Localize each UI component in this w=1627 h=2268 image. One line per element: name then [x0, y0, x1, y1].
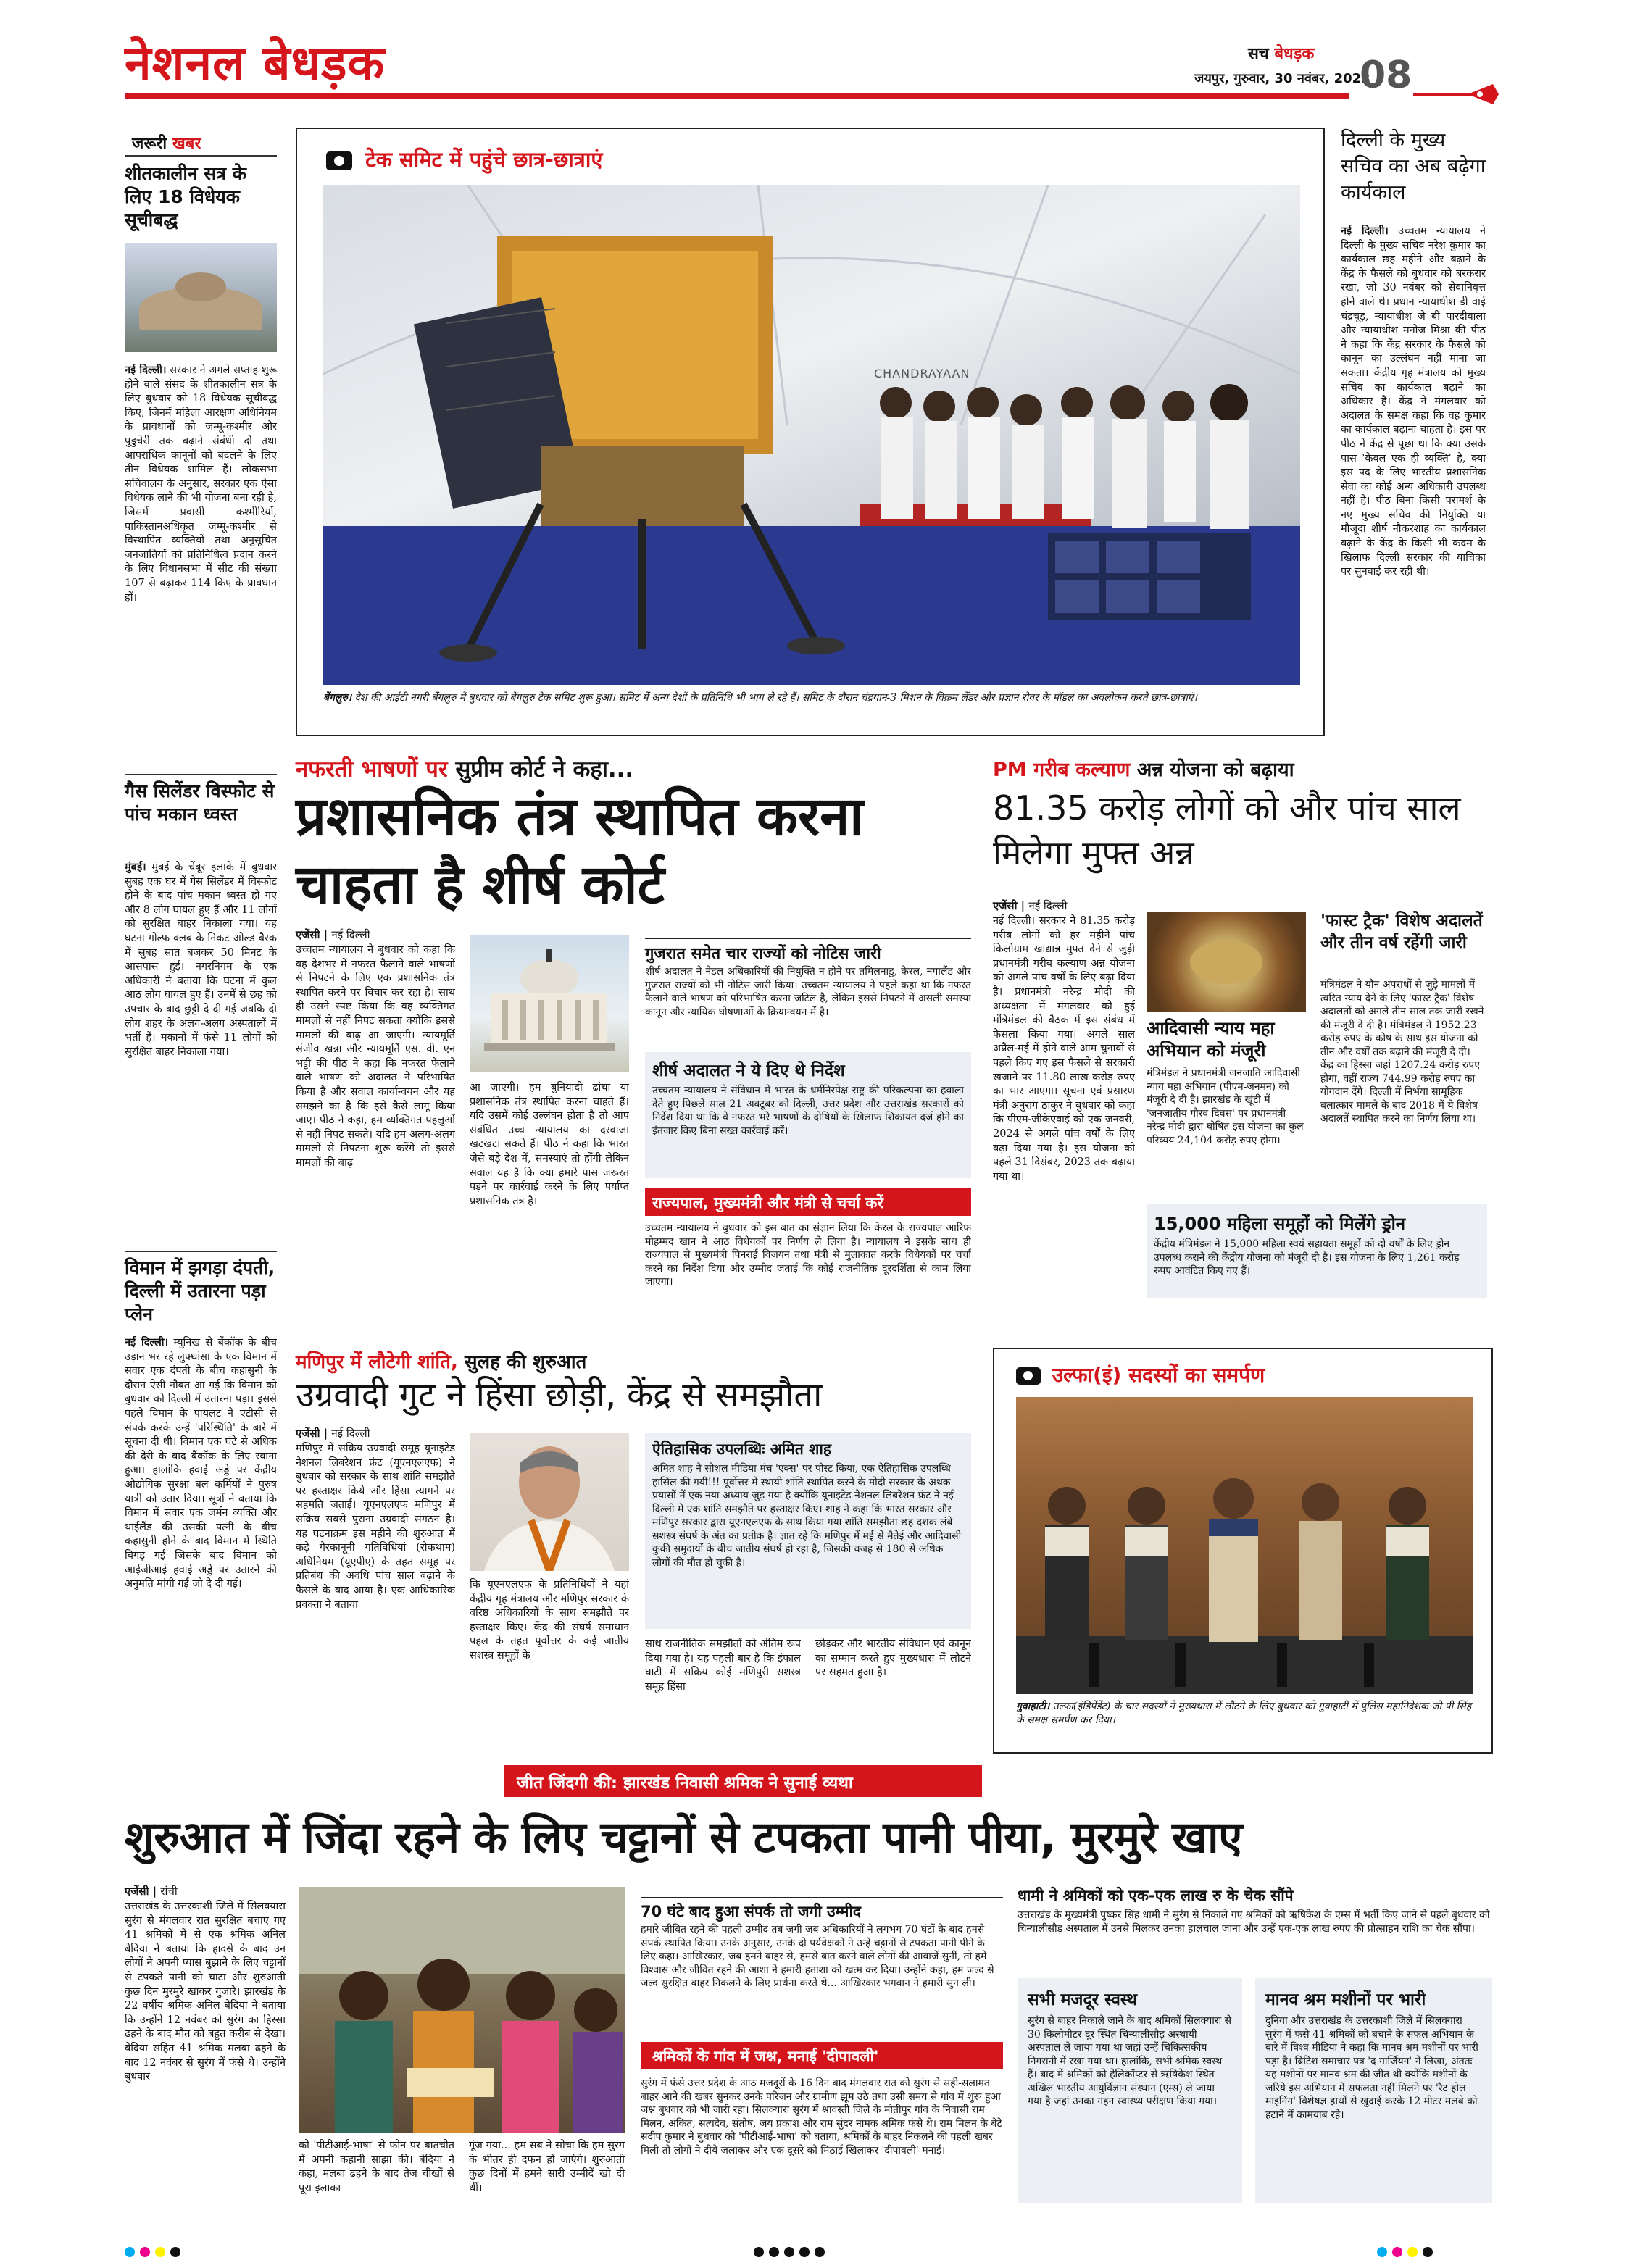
- chandrayaan-sign: CHANDRAYAAN: [874, 367, 970, 380]
- sc-col1: उच्चतम न्यायालय ने बुधवार को कहा कि वह देशभर में नफरत फैलाने वाले भाषणों से निपटने के लिए एक प्रशासनिक तंत्र स्थापित करने पर विचार कर रहा है। साथ ही उसने स्पष्ट किया कि वह व्यक्तिगत मामलों से नहीं निपट सकता क्योंकि इससे मामलों की बाढ़ आ जाएगी। न्यायमूर्ति संजीव खन्ना और न्यायमूर्ति एस. वी. एन भट्टी की पीठ ने कहा कि नफरत फैलाने वाले भाषण को अदालत ने परिभाषित किया है और सवाल कार्यान्वयन और यह समझने का है कि इसे कैसे लागू किया जाए। पीठ ने कहा, हम व्यक्तिगत पहलुओं से नहीं निपट सकते। यदि हम अलग-अलग मामलों से निपटना शुरू करेंगे तो इससे मामलों की बाढ़: [296, 944, 455, 1169]
- section-label: जरूरी खबर: [132, 135, 201, 153]
- manipur-box-body: अमित शाह ने सोशल मीडिया मंच 'एक्स' पर पोस्ट किया, एक ऐतिहासिक उपलब्धि हासिल की गयी!!! पूर्वोत्तर में स्थायी शांति स्थापित करने के मोदी सरकार के अथक प्रयासों में एक नया अध्याय जुड़ गया है क्योंकि यूनाइटेड नेशनल लिबरेशन फ्रंट ने नई दिल्ली में एक शांति समझौते पर हस्ताक्षर किए। शाह ने कहा कि भारत सरकार और मणिपुर सरकार द्वारा यूएनएलएफ के साथ किया गया शांति समझौता छह दशक लंबे सशस्त्र संघर्ष के अंत का प्रतीक है। ज्ञात रहे कि मणिपुर में मई से मैतेई और आदिवासी कुकी समुदायों के बीच जातीय संघर्ष हो रहा है, जिसकी वजह से 180 से अधिक लोगों की मौत हो चुकी है।: [652, 1463, 962, 1569]
- top-photo-block: [296, 128, 1325, 736]
- sc-box2-title: शीर्ष अदालत ने ये दिए थे निर्देश: [652, 1062, 845, 1080]
- sc-box2-body: उच्चतम न्यायालय ने संविधान में भारत के धर्मनिरपेक्ष राष्ट्र की परिकल्पना का हवाला देते हुए पिछले साल 21 अक्टूबर को दिल्ली, उत्तर प्रदेश और उत्तराखंड सरकारों को निर्देश दिया था कि वे नफरत भरे भाषणों के दोषियों के खिलाफ शिकायत दर्ज होने का इंतजार किए बिना सख्त कार्रवाई करें।: [652, 1085, 964, 1137]
- ulfa-label: उल्फा(इं) सदस्यों का समर्पण: [1016, 1361, 1265, 1388]
- masthead-brand: [1248, 42, 1314, 64]
- right-top-body: नई दिल्ली। उच्चतम न्यायालय ने दिल्ली के मुख्य सचिव नरेश कुमार का कार्यकाल छह महीने और बढ़ाने के केंद्र के फैसले को बुधवार को बरकरार रखा, जो 30 नवंबर को सेवानिवृत्त होने वाले थे। प्रधान न्यायाधीश डी वाई चंद्रचूड़, न्यायाधीश जे बी पारदीवाला और न्यायाधीश मनोज मिश्रा की पीठ ने कहा कि केंद्र सरकार के फैसले को कानून का उल्लंघन नहीं माना जा सकता। केंद्रीय गृह मंत्रालय को मुख्य सचिव का कार्यकाल बढ़ाने का अधिकार है। केंद्र ने मंगलवार को अदालत के समक्ष कहा कि वह कुमार का कार्यकाल बढ़ाना चाहता है। इस पर पीठ ने केंद्र से पूछा था कि क्या उसके पास 'केवल एक ही व्यक्ति' है, क्या इस पद के लिए भारतीय प्रशासनिक सेवा का कोई अन्य अधिकारी उपलब्ध नहीं है। पीठ बिना किसी परामर्श के नए मुख्य सचिव की नियुक्ति या मौजूदा शीर्ष नौकरशाह का कार्यकाल बढ़ाने के केंद्र के किसी भी कदम के खिलाफ दिल्ली सरकार की याचिका पर सुनवाई कर रही थी।: [1341, 225, 1486, 578]
- pm-headline: 81.35 करोड़ लोगों को और पांच साल मिलेगा मुफ्त अन्न: [993, 788, 1461, 872]
- divider: [125, 155, 277, 157]
- sc-box3-title: राज्यपाल, मुख्यमंत्री और मंत्री से चर्चा करें: [645, 1188, 971, 1216]
- ulfa-caption: गुवाहाटी। उल्फा(इंडिपेंडेंट) के चार सदस्यों ने मुख्यधारा में लौटने के लिए बुधवार को गुवाहाटी में पुलिस महानिदेशक जी पी सिंह के समक्ष समर्पण कर दिया।: [1016, 1701, 1472, 1726]
- camera-icon: [326, 151, 352, 170]
- sc-headline: प्रशासनिक तंत्र स्थापित करना चाहता है शीर्ष कोर्ट: [296, 785, 864, 916]
- tunnel-box2-title: श्रमिकों के गांव में जश्न, मनाई 'दीपावली': [641, 2042, 1003, 2069]
- safe-title: सभी मजदूर स्वस्थ: [1028, 1990, 1138, 2009]
- drone-box: [1147, 1204, 1487, 1298]
- adivasi-headline: आदिवासी न्याय महा अभियान को मंजूरी: [1147, 1018, 1275, 1061]
- pm-story: [993, 754, 1493, 1333]
- supreme-court-photo: [470, 935, 629, 1072]
- right-top-story: [1341, 128, 1486, 743]
- divider: [125, 774, 277, 775]
- sc-byline: एजेंसी | नई दिल्ली: [296, 928, 370, 941]
- sc-box1-title: गुजरात समेत चार राज्यों को नोटिस जारी: [645, 938, 971, 964]
- left-column: [125, 128, 277, 2004]
- sc-box2: [645, 1052, 971, 1178]
- masthead-title: नेशनल बेधड़क: [125, 36, 386, 91]
- manipur-col3: साथ राजनीतिक समझौतों को अंतिम रूप दिया गया है। यह पहली बार है कि इंफाल घाटी में सक्रिय कोई मणिपुरी सशस्त्र समूह हिंसा: [645, 1638, 801, 1693]
- manipur-box: [645, 1433, 971, 1629]
- dhami-title: धामी ने श्रमिकों को एक-एक लाख रु के चेक सौंपे: [1018, 1887, 1294, 1904]
- parliament-photo: [125, 243, 277, 352]
- story1-body: नई दिल्ली। सरकार ने अगले सप्ताह शुरू होने वाले संसद के शीतकालीन सत्र के लिए बुधवार को 18 विधेयक सूचीबद्ध किए, जिनमें महिला आरक्षण अधिनियम के प्रावधानों को जम्मू-कश्मीर और पुडुचेरी तक बढ़ाने संबंधी दो तथा आपराधिक कानूनों को बदलने के लिए तीन विधेयक शामिल हैं। लोकसभा सचिवालय के अनुसार, सरकार एक ऐसा विधेयक लाने की भी योजना बना रही है, जिसमें प्रवासी कश्मीरियों, पाकिस्तानअधिकृत जम्मू-कश्मीर से विस्थापित व्यक्तियों तथा अनुसूचित जनजातियों को प्रतिनिधित्व प्रदान करने के लिए विधानसभा में सीट की संख्या 107 से बढ़ाकर 114 किए के प्रावधान हों।: [125, 364, 277, 604]
- manipur-col2: कि यूएनएलएफ के प्रतिनिधियों ने यहां केंद्रीय गृह मंत्रालय और मणिपुर सरकार के वरिष्ठ अधिकारियों के साथ समझौते पर हस्ताक्षर किए। केंद्र की संघर्ष समाधान पहल के तहत पूर्वोत्तर के कई जातीय सशस्त्र समूहों के: [470, 1579, 629, 1662]
- manipur-headline: उग्रवादी गुट ने हिंसा छोड़ी, केंद्र से समझौता: [296, 1375, 823, 1415]
- fasttrack-headline: 'फास्ट ट्रैक' विशेष अदालतें और तीन वर्ष रहेंगी जारी: [1320, 912, 1483, 952]
- sc-story: [296, 754, 977, 1333]
- sc-col2: आ जाएगी। हम बुनियादी ढांचा या प्रशासनिक तंत्र स्थापित करना चाहते हैं। यदि उसमें कोई उल्लंघन होता है तो आप संबंधित उच्च न्यायालय का दरवाजा खटखटा सकते हैं। पीठ ने कहा कि भारत जैसे बड़े देश में, समस्याएं तो होंगी लेकिन सवाल यह है कि क्या हमारे पास जरूरत पड़ने पर कार्रवाई करने के लिए पर्याप्त प्रशासनिक तंत्र है।: [470, 1082, 629, 1207]
- top-photo-caption: बेंगलुरु। देश की आईटी नगरी बेंगलुरु में बुधवार को बेंगलुरु टेक समिट शुरू हुआ। समिट में अन्य देशों के प्रतिनिधि भी भाग ले रहे हैं। समिट के दौरान चंद्रयान-3 मिशन के विक्रम लेंडर और प्रज्ञान रोवर के मॉडल का अवलोकन करते छात्र-छात्राएं।: [323, 692, 1197, 704]
- right-top-headline: दिल्ली के मुख्य सचिव का अब बढ़ेगा कार्यकाल: [1341, 129, 1486, 204]
- tunnel-headline: शुरुआत में जिंदा रहने के लिए चट्टानों से टपकता पानी पीया, मुरमुरे खाए: [125, 1812, 1242, 1863]
- footer: [0, 2217, 1627, 2268]
- sc-box1-body: शीर्ष अदालत ने नेडल अधिकारियों की नियुक्ति न होने पर तमिलनाडु, केरल, नगालैंड और गुजरात राज्यों को भी नोटिस जारी किया। उच्चतम न्यायालय ने पहले कहा था कि नफरत फैलाने वाले भाषण को परिभाषित करना जटिल है, लेकिन इससे निपटने में असली समस्या कानून और न्यायिक घोषणाओं के क्रियान्वयन में है।: [645, 966, 971, 1018]
- tunnel-story: [125, 1884, 1494, 2203]
- masthead: [0, 0, 1627, 116]
- safe-body: सुरंग से बाहर निकाले जाने के बाद श्रमिकों सिलक्यारा से 30 किलोमीटर दूर स्थित चिन्यालीसौड़ अस्थायी अस्पताल ले जाया गया था जहां उन्हें चिकित्सकीय निगरानी में रखा गया था। हालांकि, सभी श्रमिक स्वस्थ हैं। बाद में श्रमिकों को हेलिकॉप्टर से ऋषिकेश स्थित अखिल भारतीय आयुर्विज्ञान संस्थान (एम्स) ले जाया गया है जहां उनका गहन स्वास्थ्य परीक्षण किया गया।: [1028, 2015, 1232, 2107]
- grain-photo: [1147, 912, 1306, 1012]
- adivasi-body: मंत्रिमंडल ने प्रधानमंत्री जनजाति आदिवासी न्याय महा अभियान (पीएम-जनमन) को मंजूरी दे दी है। झारखंड के खूंटी में 'जनजातीय गौरव दिवस' पर प्रधानमंत्री नरेन्द्र मोदी द्वारा घोषित इस योजना का कुल परिव्यय 24,104 करोड़ रुपए होगा।: [1147, 1067, 1304, 1146]
- machine-box: [1255, 1978, 1492, 2203]
- tunnel-col2: को 'पीटीआई-भाषा' से फोन पर बातचीत में अपनी कहानी साझा की। बेदिया ने कहा, मलबा ढहने के बाद तेज चीखों से पूरा इलाका: [299, 2140, 454, 2194]
- story3-body: नई दिल्ली। म्यूनिख से बैंकॉक के बीच उड़ान भर रहे लुफ्थांसा के एक विमान में सवार एक दंपती के बीच कहासुनी के दौरान ऐसी नौबत आ गई कि विमान को बुधवार को दिल्ली में उतारना पड़ा। इससे पहले विमान के पायलट ने एटीसी से संपर्क करके उन्हें 'परिस्थिति' के बारे में सूचना दी थी। विमान एक घंटे से अधिक की देरी के बाद बैंकॉक के लिए रवाना हुआ। हालांकि हवाई अड्डे पर केंद्रीय औद्योगिक सुरक्षा बल कर्मियों ने पुरुष यात्री को उतार दिया। सूत्रों ने बताया कि विमान में सवार एक जर्मन व्यक्ति और थाईलैंड की उसकी पत्नी के बीच कहासुनी होने के बाद विमान में स्थिति बिगड़ गई जिसके बाद विमान को आईजीआई हवाई अड्डे पर उतारने की अनुमति मांगी गई जो दे दी गई।: [125, 1337, 277, 1590]
- workers-photo: [299, 1887, 625, 2133]
- ulfa-photo: [1016, 1397, 1473, 1694]
- camera-icon: [1016, 1367, 1041, 1385]
- tunnel-box2-body: सुरंग में फंसे उत्तर प्रदेश के आठ मजदूरों के 16 दिन बाद मंगलवार रात को सुरंग से सही-सलामत बाहर आने की खबर सुनकर उनके परिजन और ग्रामीण झूम उठे तथा उसी समय से गांव में शुरू हुआ जश्न बुधवार को भी जारी रहा। सिलक्यारा सुरंग में श्रावस्ती जिले के मोतीपुर गांव के निवासी राम मिलन, अंकित, सत्यदेव, संतोष, जय प्रकाश और राम सुंदर नामक श्रमिक फंसे थे। राम मिलन के बेटे संदीप कुमार ने बुधवार को 'पीटीआई-भाषा' को बताया, श्रमिकों के बाहर निकलने की पहली खबर मिली तो लोगों ने दीये जलाकर और एक दूसरे को मिठाई खिलाकर 'दीपावली' मनाई।: [641, 2077, 1002, 2156]
- color-dots-center: [754, 2246, 830, 2260]
- machine-body: दुनिया और उत्तराखंड के उत्तरकाशी जिले में सिलक्यारा सुरंग में फंसे 41 श्रमिकों को बचाने के सफल अभियान के बारे में विश्व मीडिया ने कहा कि मानव श्रम मशीनों पर भारी पड़ा है। ब्रिटिश समाचार पत्र 'द गार्जियन' ने लिखा, अंततः यह मशीनों पर मानव श्रम की जीत थी क्योंकि मशीनों के जरिये इस अभियान में सफलता नहीं मिलने पर 'रैट होल माइनिंग' विशेषज्ञ हाथों से खुदाई करके 12 मीटर मलबे को हटाने में कामयाब रहे।: [1265, 2015, 1478, 2121]
- drone-headline: 15,000 महिला समूहों को मिलेंगे ड्रोन: [1154, 1214, 1406, 1234]
- chandrayaan-photo: [323, 185, 1300, 685]
- machine-title: मानव श्रम मशीनों पर भारी: [1265, 1990, 1426, 2009]
- pen-nib-icon: [1413, 80, 1500, 109]
- top-photo-label: टेक समिट में पहुंचे छात्र-छात्राएं: [326, 145, 602, 173]
- pm-body: नई दिल्ली। सरकार ने 81.35 करोड़ गरीब लोगों को हर महीने पांच किलोग्राम खाद्यान्न मुफ्त देने से जुड़ी प्रधानमंत्री गरीब कल्याण अन्न योजना को अगले पांच वर्षों के लिए बढ़ा दिया है। प्रधानमंत्री नरेन्द्र मोदी की अध्यक्षता में मंगलवार को हुई मंत्रिमंडल की बैठक में इस संबंध में फैसला किया गया। अगले साल अप्रैल-मई में होने वाले आम चुनावों से पहले किए गए इस फैसले से सरकारी खजाने पर 11.80 लाख करोड़ रुपए का भार आएगा। सूचना एवं प्रसारण मंत्री अनुराग ठाकुर ने बुधवार को कहा कि पीएम-जीकेएवाई को एक जनवरी, 2024 से अगले पांच वर्षों के लिए बढ़ा दिया गया है। इस योजना को पहले 31 दिसंबर, 2023 तक बढ़ाया गया था।: [993, 915, 1135, 1183]
- dateline: जयपुर, गुरुवार, 30 नवंबर, 2023: [1194, 71, 1370, 86]
- manipur-col1: मणिपुर में सक्रिय उग्रवादी समूह यूनाइटेड नेशनल लिबरेशन फ्रंट (यूएनएलएफ) ने बुधवार को सरकार के साथ शांति समझौते पर हस्ताक्षर किये और हिंसा त्यागने पर सहमति जताई। यूएनएलएफ मणिपुर में सक्रिय सबसे पुराना उग्रवादी संगठन है। यह घटनाक्रम इस महीने की शुरुआत में कड़े गैरकानूनी गतिविधियां (रोकथाम) अधिनियम (यूएपीए) के तहत समूह पर प्रतिबंध की अवधि पांच साल बढ़ाने के फैसले के बाद आया है। एक आधिकारिक प्रवक्ता ने बताया: [296, 1443, 455, 1611]
- sc-kicker: नफरती भाषणों पर सुप्रीम कोर्ट ने कहा...: [296, 756, 634, 783]
- manipur-box-title: ऐतिहासिक उपलब्धिः अमित शाह: [652, 1441, 832, 1458]
- brand-small: सच: [1248, 45, 1269, 63]
- amit-shah-photo: [470, 1433, 629, 1571]
- color-dots-right: [1377, 2246, 1438, 2260]
- manipur-col4: छोड़कर और भारतीय संविधान एवं कानून का सम्मान करते हुए मुख्यधारा में लौटने पर सहमत हुआ है।: [815, 1638, 971, 1679]
- drone-body: केंद्रीय मंत्रिमंडल ने 15,000 महिला स्वयं सहायता समूहों को दो वर्षों के लिए ड्रोन उपलब्ध कराने की केंद्रीय योजना को मंजूरी दी है। इस योजना के लिए 1,261 करोड़ रुपए आवंटित किए गए हैं।: [1154, 1238, 1460, 1277]
- story3-headline: विमान में झगड़ा दंपती, दिल्ली में उतारना पड़ा प्लेन: [125, 1257, 275, 1325]
- divider: [125, 1251, 277, 1252]
- manipur-story: [296, 1348, 977, 1754]
- ulfa-block: [993, 1348, 1493, 1754]
- tunnel-ribbon: जीत जिंदगी की: झारखंड निवासी श्रमिक ने सुनाई व्यथा: [504, 1765, 982, 1797]
- tunnel-byline: एजेंसी | रांची: [125, 1885, 178, 1898]
- tunnel-box1-title: 70 घंटे बाद हुआ संपर्क तो जगी उम्मीद: [641, 1897, 1003, 1922]
- manipur-kicker: मणिपुर में लौटेगी शांति, सुलह की शुरुआत: [296, 1351, 587, 1373]
- pm-kicker: PM गरीब कल्याण अन्न योजना को बढ़ाया: [993, 759, 1294, 781]
- color-dots-left: [125, 2246, 186, 2260]
- tunnel-box1-body: हमारे जीवित रहने की पहली उम्मीद तब जगी जब अधिकारियों ने लगभग 70 घंटों के बाद हमसे संपर्क स्थापित किया। उनके अनुसार, उनके दो पर्यवेक्षकों ने उन्हें चट्टानों से टपकता पानी पीने के लिए कहा। आखिरकार, जब हमने बाहर से, हमसे बात करने वाले लोगों की आवाजें सुनीं, तो हमें विश्वास और जीवित रहने की आशा ने हमारी हताशा को खत्म कर दिया। उन्होंने कहा, हम जल्द से जल्द सुरक्षित बाहर निकलने के लिए प्रार्थना करते थे... आखिरकार भगवान ने हमारी सुन ली।: [641, 1924, 994, 1989]
- dome-structure: [323, 185, 1300, 685]
- story1-headline: शीतकालीन सत्र के लिए 18 विधेयक सूचीबद्ध: [125, 163, 247, 230]
- manipur-byline: एजेंसी | नई दिल्ली: [296, 1427, 370, 1440]
- story2-body: मुंबई। मुंबई के चेंबूर इलाके में बुधवार सुबह एक घर में गैस सिलेंडर में विस्फोट होने के बाद पांच मकान ध्वस्त हो गए और 8 लोग घायल हुए हैं और 11 लोगों को सुरक्षित बाहर निकाला गया। यह घटना गोल्फ क्लब के निकट ओल्ड बैरक में सुबह सात बजकर 50 मिनट के आसपास हुई। नगरनिगम के एक अधिकारी ने बताया कि घटना में कुल आठ लोग घायल हुए हैं। उनमें से छह को उपचार के बाद छुट्टी दे दी गई जबकि दो लोग शहर के अलग-अलग अस्पतालों में भर्ती हैं। मकानों में फंसे 11 लोगों को सुरक्षित बाहर निकाला गया।: [125, 862, 277, 1058]
- fasttrack-body: मंत्रिमंडल ने यौन अपराधों से जुड़े मामलों में त्वरित न्याय देने के लिए 'फास्ट ट्रैक' विशेष अदालतों को अगले तीन साल तक जारी रखने की मंजूरी दे दी है। मंत्रिमंडल ने 1952.23 करोड़ रुपए के कोष के साथ इस योजना को तीन और वर्षों तक बढ़ाने की मंजूरी दे दी। केंद्र का हिस्सा जहां 1207.24 करोड़ रुपए होगा, वहीं राज्य 744.99 करोड़ रुपए का योगदान देंगे। दिल्ली में निर्भया सामूहिक बलात्कार मामले के बाद 2018 में ये विशेष अदालतें स्थापित करने का निर्णय लिया था।: [1320, 979, 1484, 1125]
- masthead-rule: [125, 93, 1349, 99]
- pm-byline: एजेंसी | नई दिल्ली: [993, 899, 1068, 912]
- safe-box: [1018, 1978, 1242, 2203]
- sc-box3-body: उच्चतम न्यायालय ने बुधवार को इस बात का संज्ञान लिया कि केरल के राज्यपाल आरिफ मोहम्मद खान ने आठ विधेयकों पर निर्णय ले लिया है। न्यायालय ने इसके साथ ही राज्यपाल से मुख्यमंत्री पिनराई विजयन तथा मंत्री से मुलाकात करके विधेयकों पर चर्चा करने का निर्देश दिया और उम्मीद जताई कि कोई राजनीतिक दूरदर्शिता से काम लिया जाएगा।: [645, 1222, 971, 1288]
- tunnel-col3: गूंज गया... हम सब ने सोचा कि हम सुरंग के भीतर ही दफन हो जाएंगे। शुरुआती कुछ दिनों में हमने सारी उम्मीदें खो दी थीं।: [469, 2140, 625, 2194]
- brand-red: बेधड़क: [1274, 45, 1315, 63]
- dhami-body: उत्तराखंड के मुख्यमंत्री पुष्कर सिंह धामी ने सुरंग से निकाले गए श्रमिकों को ऋषिकेश के एम्स में भर्ती किए जाने से पहले बुधवार को चिन्यालीसौड़ अस्पताल में उनसे मिलकर उनका हालचाल जाना और उन्हें एक-एक लाख रुपए की प्रोत्साहन राशि का चेक सौंपा।: [1018, 1909, 1490, 1935]
- page-number: 08: [1360, 54, 1412, 97]
- tunnel-col1: उत्तराखंड के उत्तरकाशी जिले में सिलक्यारा सुरंग से मंगलवार रात सुरक्षित बचाए गए 41 श्रमिकों में से एक श्रमिक अनिल बेदिया ने बताया कि हादसे के बाद उन लोगों ने अपनी प्यास बुझाने के लिए चट्टानों से टपकते पानी को चाटा और शुरुआती कुछ दिन मुरमुरे खाकर गुजारे। झारखंड के 22 वर्षीय श्रमिक अनिल बेदिया ने बताया कि उन्होंने 12 नवंबर को सुरंग का हिस्सा ढहने के बाद मौत को बहुत करीब से देखा। बेदिया सहित 41 श्रमिक मलबा ढहने के बाद 12 नवंबर से सुरंग में फंसे थे। उन्होंने बुधवार: [125, 1901, 286, 2083]
- story2-headline: गैस सिलेंडर विस्फोट से पांच मकान ध्वस्त: [125, 780, 275, 825]
